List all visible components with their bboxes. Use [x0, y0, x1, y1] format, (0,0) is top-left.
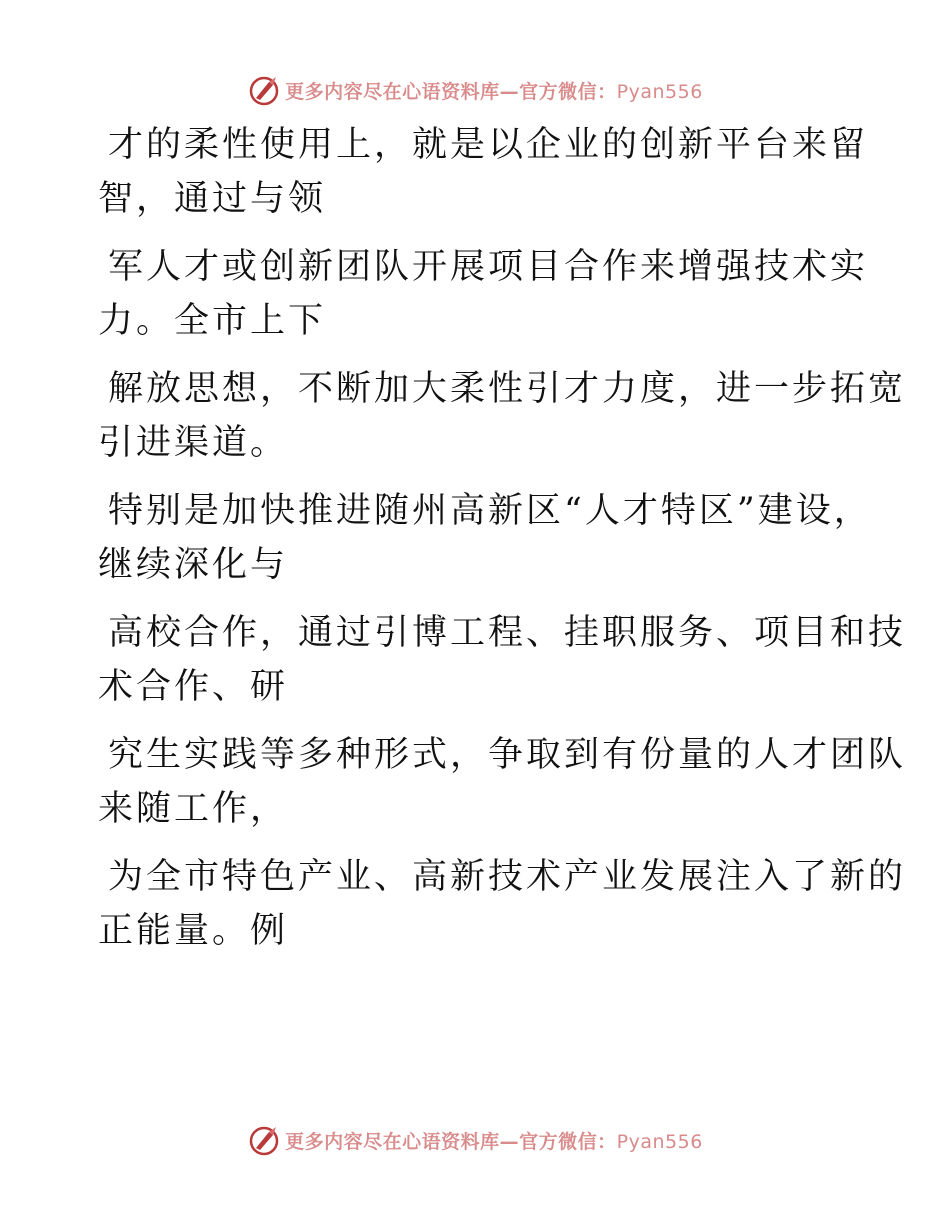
paragraph-line: 军人才或创新团队开展项目合作来增强技术实	[108, 247, 869, 287]
paragraph-line: 力。全市上下	[98, 301, 327, 341]
quill-pen-logo-icon	[247, 1123, 281, 1157]
document-body	[98, 118, 907, 972]
paragraph-line: 才的柔性使用上，就是以企业的创新平台来留	[108, 125, 869, 165]
footer-watermark	[0, 1120, 950, 1160]
paragraph	[98, 118, 869, 226]
header-watermark	[0, 70, 950, 110]
paragraph-line: 正能量。例	[98, 911, 289, 951]
watermark-label: 更多内容尽在心语资料库—官方微信：	[285, 1130, 617, 1153]
footer-watermark-text	[285, 1127, 703, 1154]
watermark-id: Pyan556	[616, 80, 703, 103]
paragraph	[98, 606, 907, 714]
paragraph-line: 引进渠道。	[98, 423, 289, 463]
paragraph-line: 为全市特色产业、高新技术产业发展注入了新的	[108, 857, 907, 897]
paragraph-line: 智，通过与领	[98, 179, 327, 219]
paragraph	[98, 850, 907, 958]
watermark-label: 更多内容尽在心语资料库—官方微信：	[285, 80, 617, 103]
paragraph-line: 术合作、研	[98, 667, 289, 707]
watermark-id: Pyan556	[616, 1130, 703, 1153]
paragraph	[98, 362, 907, 470]
quill-pen-logo-icon	[247, 73, 281, 107]
paragraph-line: 特别是加快推进随州高新区“人才特区”建设，	[108, 491, 872, 531]
paragraph	[98, 484, 872, 592]
paragraph	[98, 728, 907, 836]
paragraph-line: 高校合作，通过引博工程、挂职服务、项目和技	[108, 613, 907, 653]
paragraph	[98, 240, 869, 348]
paragraph-line: 解放思想，不断加大柔性引才力度，进一步拓宽	[108, 369, 907, 409]
paragraph-line: 来随工作，	[98, 789, 289, 829]
header-watermark-text	[285, 77, 703, 104]
paragraph-line: 继续深化与	[98, 545, 289, 585]
paragraph-line: 究生实践等多种形式，争取到有份量的人才团队	[108, 735, 907, 775]
